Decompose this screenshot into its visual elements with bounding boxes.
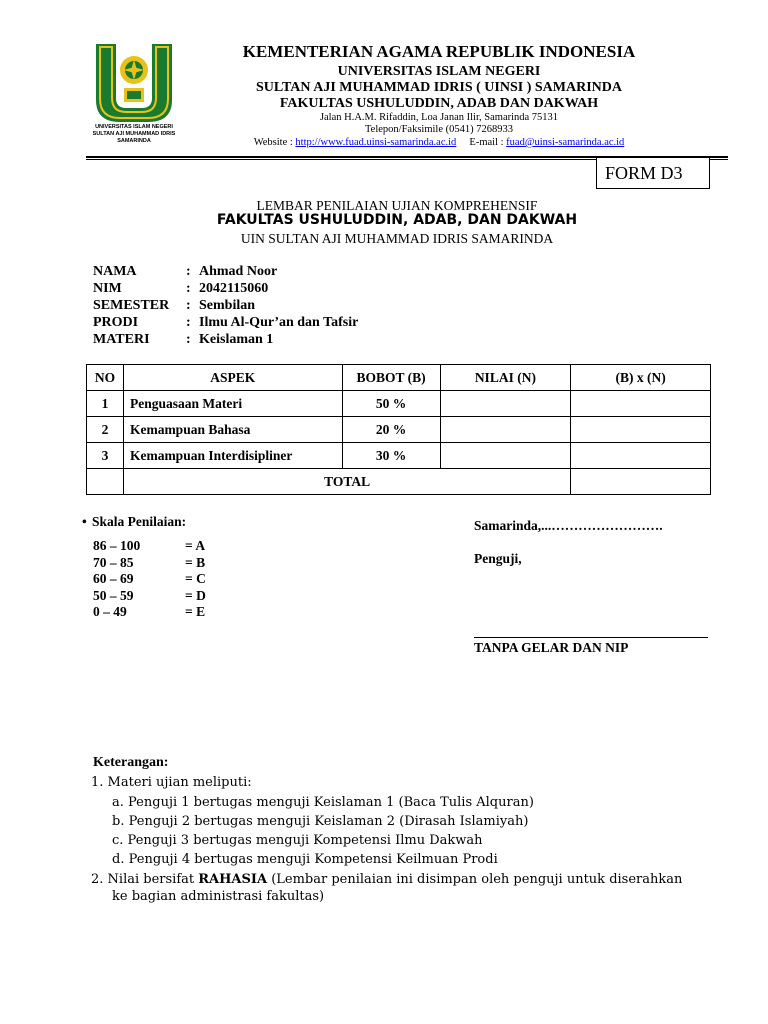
- identity-value: Keislaman 1: [199, 332, 274, 347]
- identity-label: PRODI: [93, 315, 139, 330]
- note-sub-item: d. Penguji 4 bertugas menguji Kompetensi Keilmuan Prodi: [112, 852, 498, 867]
- identity-value: Ahmad Noor: [199, 264, 278, 279]
- university-full-name: SULTAN AJI MUHAMMAD IDRIS ( UINSI ) SAMARINDA: [256, 80, 622, 95]
- phone: Telepon/Faksimile (0541) 7268933: [365, 124, 513, 135]
- cell-bobot: 50 %: [342, 391, 440, 417]
- identity-value: 2042115060: [199, 281, 269, 296]
- identity-label: MATERI: [93, 332, 150, 347]
- total-label: TOTAL: [123, 469, 570, 495]
- grade-range: 86 – 100: [93, 538, 141, 553]
- cell-bxn[interactable]: [571, 391, 711, 417]
- grade-letter: = D: [185, 588, 206, 603]
- contact-line: [190, 137, 688, 149]
- identity-separator: :: [186, 264, 191, 279]
- header-no: NO: [87, 365, 124, 391]
- cell-no: 3: [87, 443, 124, 469]
- university-name: UNIVERSITAS ISLAM NEGERI: [337, 64, 541, 79]
- place-date: Samarinda,...…………………….: [474, 518, 663, 533]
- signature-line[interactable]: [474, 637, 708, 638]
- cell-no: 1: [87, 391, 124, 417]
- logo-caption: [78, 124, 190, 145]
- cell-aspek: Kemampuan Bahasa: [123, 417, 342, 443]
- identity-separator: :: [186, 332, 191, 347]
- cell-bxn[interactable]: [571, 417, 711, 443]
- form-code-box: FORM D3: [596, 157, 710, 189]
- note-sub-item: c. Penguji 3 bertugas menguji Kompetensi Ilmu Dakwah: [112, 833, 483, 848]
- ministry-name: KEMENTERIAN AGAMA REPUBLIK INDONESIA: [242, 42, 636, 61]
- cell-total-empty: [87, 469, 124, 495]
- grading-scale-title: [82, 514, 186, 530]
- cell-nilai[interactable]: [440, 443, 571, 469]
- grading-scale-label: Skala Penilaian:: [92, 514, 187, 529]
- table-header-row: [87, 365, 711, 391]
- address: Jalan H.A.M. Rifaddin, Loa Janan Ilir, Samarinda 75131: [319, 112, 559, 123]
- website-link[interactable]: http://www.fuad.uinsi-samarinda.ac.id: [295, 137, 457, 148]
- signature-name-note: TANPA GELAR DAN NIP: [474, 640, 629, 655]
- grade-range: 0 – 49: [93, 604, 127, 619]
- grade-range: 60 – 69: [93, 571, 134, 586]
- grade-range: 70 – 85: [93, 555, 134, 570]
- cell-aspek: Kemampuan Interdisipliner: [123, 443, 342, 469]
- cell-aspek: Penguasaan Materi: [123, 391, 342, 417]
- confidential-label: RAHASIA: [198, 872, 268, 887]
- identity-value: Ilmu Al-Qur’an dan Tafsir: [199, 315, 359, 330]
- grade-letter: = A: [185, 538, 206, 553]
- identity-label: SEMESTER: [93, 298, 170, 313]
- table-row: [87, 391, 711, 417]
- note-item-2-text: (Lembar penilaian ini disimpan oleh penguji untuk diserahkan: [267, 872, 683, 887]
- note-sub-item: b. Penguji 2 bertugas menguji Keislaman 2 (Dirasah Islamiyah): [112, 814, 529, 829]
- faculty-name: FAKULTAS USHULUDDIN, ADAB DAN DAKWAH: [279, 96, 599, 111]
- document-subtitle-faculty: FAKULTAS USHULUDDIN, ADAB, DAN DAKWAH: [216, 212, 578, 228]
- note-sub-item: a. Penguji 1 bertugas menguji Keislaman 1 (Baca Tulis Alquran): [112, 795, 534, 810]
- identity-separator: :: [186, 315, 191, 330]
- identity-label: NAMA: [93, 264, 137, 279]
- note-item-1: 1. Materi ujian meliputi:: [91, 775, 252, 790]
- notes-heading: Keterangan:: [93, 755, 169, 770]
- identity-separator: :: [186, 298, 191, 313]
- cell-bobot: 20 %: [342, 417, 440, 443]
- header-bxn: (B) x (N): [571, 365, 711, 391]
- email-link[interactable]: fuad@uinsi-samarinda.ac.id: [506, 137, 625, 148]
- bullet-icon: •: [82, 514, 87, 529]
- note-item-2-continued: ke bagian administrasi fakultas): [112, 889, 325, 904]
- logo-caption-line: UNIVERSITAS ISLAM NEGERI: [95, 124, 173, 130]
- website-label: Website :: [253, 137, 296, 148]
- document-title: LEMBAR PENILAIAN UJIAN KOMPREHENSIF: [256, 198, 538, 213]
- cell-no: 2: [87, 417, 124, 443]
- table-total-row: [87, 469, 711, 495]
- table-row: [87, 443, 711, 469]
- header-aspek: ASPEK: [123, 365, 342, 391]
- identity-separator: :: [186, 281, 191, 296]
- cell-nilai[interactable]: [440, 417, 571, 443]
- identity-value: Sembilan: [199, 298, 256, 313]
- cell-total-value[interactable]: [571, 469, 711, 495]
- cell-nilai[interactable]: [440, 391, 571, 417]
- score-table: [86, 364, 711, 495]
- grade-letter: = C: [185, 571, 206, 586]
- header-bobot: BOBOT (B): [342, 365, 440, 391]
- grade-letter: = E: [185, 604, 206, 619]
- examiner-label: Penguji,: [474, 551, 522, 566]
- email-label: E-mail :: [469, 137, 507, 148]
- document-subtitle-university: UIN SULTAN AJI MUHAMMAD IDRIS SAMARINDA: [240, 231, 554, 246]
- grade-range: 50 – 59: [93, 588, 134, 603]
- identity-label: NIM: [93, 281, 122, 296]
- logo-caption-line: SAMARINDA: [117, 138, 151, 144]
- cell-bxn[interactable]: [571, 443, 711, 469]
- cell-bobot: 30 %: [342, 443, 440, 469]
- university-logo: [90, 36, 178, 124]
- table-row: [87, 417, 711, 443]
- logo-caption-line: SULTAN AJI MUHAMMAD IDRIS: [92, 131, 176, 137]
- grade-letter: = B: [185, 555, 206, 570]
- header-nilai: NILAI (N): [440, 365, 571, 391]
- note-item-2-prefix: 2. Nilai bersifat: [91, 872, 199, 887]
